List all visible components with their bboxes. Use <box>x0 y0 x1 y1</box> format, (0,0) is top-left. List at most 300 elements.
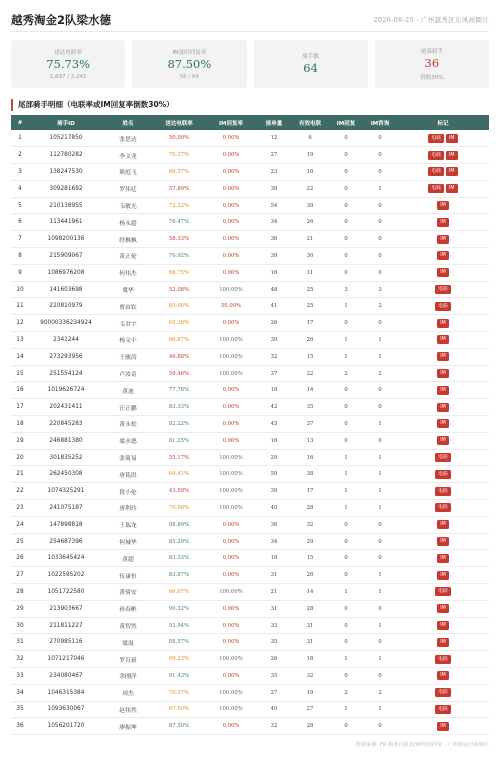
cell-rider-id: 262450308 <box>49 471 83 478</box>
cell-call-rate: 85.29% <box>168 538 190 545</box>
cell-call-rate: 76.47% <box>168 219 190 226</box>
cell-im-reply: 0 <box>344 202 348 209</box>
cell-call-rate: 88.89% <box>168 521 190 528</box>
cell-valid-calls: 16 <box>306 454 314 461</box>
im-tag-badge: IM <box>437 319 449 328</box>
cell-name: 余刚洋 <box>119 674 137 681</box>
cell-im-rate: 100.00% <box>219 471 243 478</box>
cell-im-rate: 0.00% <box>222 168 240 175</box>
cell-rider-id: 301835252 <box>49 454 83 461</box>
cell-valid-calls: 22 <box>306 370 314 377</box>
cell-im-rate: 0.00% <box>222 437 240 444</box>
cell-orders: 59 <box>270 471 278 478</box>
cell-name: 伍康恒 <box>119 573 137 580</box>
cell-call-rate: 70.37% <box>168 152 190 159</box>
cell-im-consult: 1 <box>378 336 382 343</box>
cell-tags <box>397 584 489 601</box>
cell-im-reply: 0 <box>344 269 348 276</box>
cell-im-reply: 1 <box>344 303 348 310</box>
cell-im-consult: 1 <box>378 656 382 663</box>
cell-rider-id: 234080467 <box>49 672 83 679</box>
call-tag-badge: 电联 <box>435 453 451 462</box>
call-tag-badge: 电联 <box>428 184 444 193</box>
cell-im-reply: 1 <box>344 471 348 478</box>
cell-orders: 36 <box>270 236 278 243</box>
cell-orders: 39 <box>270 336 278 343</box>
cell-index: 27 <box>16 572 24 579</box>
header-col-valid-calls: 有效电联 <box>298 120 321 127</box>
table-row[interactable] <box>11 634 489 651</box>
cell-orders: 21 <box>270 588 278 595</box>
cell-name: 罗育新 <box>119 657 137 664</box>
cell-call-rate: 57.89% <box>168 185 190 192</box>
cell-valid-calls: 27 <box>306 706 314 713</box>
cell-call-rate: 67.50% <box>168 706 190 713</box>
cell-tags <box>397 164 489 181</box>
cell-index: 1 <box>18 135 22 142</box>
cell-tags <box>397 668 489 685</box>
table-row[interactable] <box>11 567 489 584</box>
table-row[interactable] <box>11 701 489 718</box>
cell-im-consult: 1 <box>378 454 382 461</box>
cell-im-consult: 2 <box>378 370 382 377</box>
cell-im-consult: 1 <box>378 622 382 629</box>
cell-tags <box>397 483 489 500</box>
cell-rider-id: 1022595202 <box>47 572 85 579</box>
cell-valid-calls: 13 <box>306 437 314 444</box>
cell-tags <box>397 416 489 433</box>
table-row[interactable] <box>11 584 489 601</box>
cell-tags <box>397 718 489 735</box>
cell-im-consult: 1 <box>378 471 382 478</box>
cell-rider-id: 211811227 <box>49 622 83 629</box>
cell-call-rate: 72.22% <box>168 202 190 209</box>
cell-im-consult: 0 <box>378 723 382 730</box>
cell-im-reply: 2 <box>344 370 348 377</box>
team-title: 越秀淘金2队梁水德 <box>11 12 112 27</box>
im-tag-badge: IM <box>437 722 449 731</box>
header-col-im-consult: IM咨询 <box>370 120 390 127</box>
cell-im-consult: 0 <box>378 521 382 528</box>
cell-orders: 35 <box>270 672 278 679</box>
cell-name: 唐铭洪 <box>119 472 137 479</box>
cell-index: 8 <box>18 252 22 259</box>
cell-index: 11 <box>16 303 24 310</box>
cell-call-rate: 69.23% <box>168 656 190 663</box>
cell-valid-calls: 25 <box>306 286 314 293</box>
call-tag-badge: 电联 <box>435 587 451 596</box>
cell-index: 3 <box>18 168 22 175</box>
cell-rider-id: 1051722580 <box>47 588 85 595</box>
header-col-rider-id: 骑手ID <box>57 120 75 127</box>
cell-tags <box>397 231 489 248</box>
cell-tags <box>397 600 489 617</box>
cell-name: 熊庭飞 <box>119 170 137 177</box>
cell-tags <box>397 500 489 517</box>
im-tag-badge: IM <box>437 386 449 395</box>
cell-im-consult: 0 <box>378 269 382 276</box>
cell-valid-calls: 39 <box>306 202 314 209</box>
cell-rider-id: 141603698 <box>49 286 83 293</box>
cell-orders: 16 <box>270 437 278 444</box>
table-row[interactable] <box>11 248 489 265</box>
cell-valid-calls: 26 <box>306 572 314 579</box>
cell-orders: 27 <box>270 689 278 696</box>
summary-cards <box>11 40 489 88</box>
cell-im-reply: 0 <box>344 572 348 579</box>
im-tag-badge: IM <box>437 554 449 563</box>
cell-im-rate: 100.00% <box>219 454 243 461</box>
cell-call-rate: 83.33% <box>168 404 190 411</box>
cell-index: 18 <box>16 420 24 427</box>
cell-im-rate: 0.00% <box>222 219 240 226</box>
table-row[interactable] <box>11 533 489 550</box>
cell-index: 16 <box>16 387 24 394</box>
cell-valid-calls: 28 <box>306 605 314 612</box>
table-row[interactable] <box>11 365 489 382</box>
cell-im-reply: 0 <box>344 555 348 562</box>
header-col-im-rate: IM回复率 <box>218 120 244 127</box>
cell-im-consult: 0 <box>378 404 382 411</box>
cell-im-reply: 1 <box>344 656 348 663</box>
cell-index: 30 <box>16 622 24 629</box>
cell-name: 韦敏光 <box>119 204 137 211</box>
table-row[interactable] <box>11 550 489 567</box>
cell-im-consult: 0 <box>378 555 382 562</box>
cell-im-consult: 3 <box>378 286 382 293</box>
cell-index: 17 <box>16 404 24 411</box>
im-tag-badge: IM <box>437 218 449 227</box>
cell-index: 33 <box>16 672 24 679</box>
cell-valid-calls: 30 <box>306 252 314 259</box>
cell-rider-id: 1071217046 <box>47 656 85 663</box>
cell-call-rate: 91.43% <box>168 672 190 679</box>
cell-im-rate: 0.00% <box>222 723 240 730</box>
call-tag-badge: 电联 <box>428 151 444 160</box>
header-col-orders: 接单量 <box>265 120 283 127</box>
table-row[interactable] <box>11 214 489 231</box>
cell-valid-calls: 16 <box>306 168 314 175</box>
header-col-call-rate: 送达电联率 <box>165 120 193 127</box>
cell-valid-calls: 22 <box>306 185 314 192</box>
table-row[interactable] <box>11 466 489 483</box>
cell-im-reply: 0 <box>344 135 348 142</box>
cell-im-rate: 100.00% <box>219 689 243 696</box>
cell-im-consult: 0 <box>378 605 382 612</box>
cell-call-rate: 50.00% <box>168 135 190 142</box>
table-row[interactable] <box>11 264 489 281</box>
table-row[interactable] <box>11 600 489 617</box>
cell-call-rate: 90.32% <box>168 605 190 612</box>
call-tag-badge: 电联 <box>428 167 444 176</box>
im-tag-badge: IM <box>437 621 449 630</box>
cell-call-rate: 82.22% <box>168 420 190 427</box>
cell-index: 13 <box>16 336 24 343</box>
cell-tags <box>397 315 489 332</box>
cell-rider-id: 1046315384 <box>47 689 85 696</box>
cell-im-consult: 1 <box>378 706 382 713</box>
table-row[interactable] <box>11 684 489 701</box>
cell-name: 王瑞龙 <box>119 523 137 530</box>
cell-im-reply: 0 <box>344 219 348 226</box>
cell-index: 21 <box>16 471 24 478</box>
cell-tags <box>397 332 489 349</box>
table-row[interactable] <box>11 130 489 147</box>
cell-orders: 38 <box>270 185 278 192</box>
table-row[interactable] <box>11 382 489 399</box>
call-tag-badge: 电联 <box>435 285 451 294</box>
table-body <box>11 130 489 735</box>
call-rate-card <box>11 40 125 88</box>
data-source-footer: 数据来源: FR 服务日报表/IM及时回复 · 广州骑运行商城区 <box>355 742 489 748</box>
cell-im-reply: 0 <box>344 236 348 243</box>
im-tag-badge: IM <box>446 184 458 193</box>
cell-name: 冀华 <box>122 288 134 295</box>
table-row[interactable] <box>11 147 489 164</box>
cell-rider-id: 1033645424 <box>47 555 85 562</box>
cell-name: 黄超 <box>122 556 134 563</box>
cell-valid-calls: 19 <box>306 689 314 696</box>
cell-tags <box>397 567 489 584</box>
header-col-index: # <box>17 119 23 126</box>
cell-call-rate: 65.38% <box>168 320 190 327</box>
cell-im-reply: 0 <box>344 404 348 411</box>
im-tag-badge: IM <box>437 235 449 244</box>
cell-im-consult: 1 <box>378 420 382 427</box>
cell-tags <box>397 264 489 281</box>
cell-index: 2 <box>18 152 22 159</box>
cell-im-rate: 0.00% <box>222 252 240 259</box>
cell-im-reply: 0 <box>344 252 348 259</box>
cell-im-reply: 0 <box>344 387 348 394</box>
table-row[interactable] <box>11 483 489 500</box>
table-header-row <box>11 115 489 130</box>
cell-tags <box>397 365 489 382</box>
cell-im-rate: 0.00% <box>222 622 240 629</box>
card-sub: 倒数30% <box>420 74 444 81</box>
cell-call-rate: 83.87% <box>168 572 190 579</box>
table-row[interactable] <box>11 281 489 298</box>
cell-index: 14 <box>16 353 24 360</box>
cell-im-consult: 0 <box>378 320 382 327</box>
cell-im-consult: 2 <box>378 303 382 310</box>
cell-im-reply: 0 <box>344 152 348 159</box>
header-col-im-reply: IM回复 <box>336 120 356 127</box>
table-row[interactable] <box>11 164 489 181</box>
table-row[interactable] <box>11 348 489 365</box>
cell-orders: 26 <box>270 656 278 663</box>
table-row[interactable] <box>11 668 489 685</box>
table-row[interactable] <box>11 332 489 349</box>
cell-im-rate: 0.00% <box>222 320 240 327</box>
cell-im-reply: 1 <box>344 488 348 495</box>
cell-im-reply: 0 <box>344 168 348 175</box>
cell-orders: 33 <box>270 622 278 629</box>
cell-valid-calls: 6 <box>308 135 312 142</box>
im-tag-badge: IM <box>437 520 449 529</box>
cell-orders: 54 <box>270 202 278 209</box>
cell-call-rate: 64.41% <box>168 471 190 478</box>
cell-valid-calls: 32 <box>306 521 314 528</box>
cell-tags <box>397 147 489 164</box>
im-tag-badge: IM <box>437 352 449 361</box>
cell-call-rate: 81.25% <box>168 437 190 444</box>
tail-rider-card <box>375 40 489 88</box>
cell-name: 杨文丰 <box>119 338 137 345</box>
cell-name: 李文龙 <box>119 153 137 160</box>
cell-name: 梁湿 <box>122 640 134 647</box>
cell-im-rate: 0.00% <box>222 135 240 142</box>
cell-valid-calls: 28 <box>306 504 314 511</box>
im-tag-badge: IM <box>437 403 449 412</box>
cell-name: 廖振坤 <box>119 724 137 731</box>
table-row[interactable] <box>11 516 489 533</box>
cell-tags <box>397 684 489 701</box>
cell-im-consult: 0 <box>378 236 382 243</box>
cell-orders: 34 <box>270 219 278 226</box>
cell-tags <box>397 449 489 466</box>
table-row[interactable] <box>11 298 489 315</box>
card-label: 送达电联率 <box>54 50 82 57</box>
cell-rider-id: 213903667 <box>49 605 83 612</box>
cell-index: 35 <box>16 706 24 713</box>
cell-index: 7 <box>18 236 22 243</box>
cell-im-rate: 100.00% <box>219 488 243 495</box>
cell-index: 12 <box>16 320 24 327</box>
cell-rider-id: 1074325291 <box>47 488 85 495</box>
cell-im-reply: 0 <box>344 538 348 545</box>
cell-im-rate: 0.00% <box>222 269 240 276</box>
table-row[interactable] <box>11 399 489 416</box>
cell-im-consult: 1 <box>378 504 382 511</box>
table-row[interactable] <box>11 651 489 668</box>
cell-orders: 37 <box>270 370 278 377</box>
cell-valid-calls: 14 <box>306 387 314 394</box>
cell-rider-id: 1056201720 <box>47 723 85 730</box>
cell-index: 28 <box>16 588 24 595</box>
cell-tags <box>397 516 489 533</box>
cell-rider-id: 246881380 <box>49 437 83 444</box>
cell-rider-id: 241075187 <box>49 504 83 511</box>
cell-rider-id: 254687396 <box>49 538 83 545</box>
cell-rider-id: 202431411 <box>49 404 83 411</box>
cell-tags <box>397 214 489 231</box>
table-row[interactable] <box>11 500 489 517</box>
im-tag-badge: IM <box>437 335 449 344</box>
cell-valid-calls: 18 <box>306 656 314 663</box>
cell-valid-calls: 21 <box>306 236 314 243</box>
cell-call-rate: 46.88% <box>168 353 190 360</box>
cell-index: 34 <box>16 689 24 696</box>
cell-orders: 34 <box>270 538 278 545</box>
cell-name: 赵伟然 <box>119 707 137 714</box>
table-row[interactable] <box>11 617 489 634</box>
cell-index: 32 <box>16 656 24 663</box>
cell-rider-id: 90000336234924 <box>40 320 92 327</box>
table-row[interactable] <box>11 432 489 449</box>
cell-valid-calls: 17 <box>306 320 314 327</box>
cell-call-rate: 77.78% <box>168 387 190 394</box>
im-rate-card <box>132 40 246 88</box>
cell-name: 唐利玲 <box>119 506 137 513</box>
table-row[interactable] <box>11 315 489 332</box>
cell-im-consult: 0 <box>378 135 382 142</box>
table-row[interactable] <box>11 180 489 197</box>
table-row[interactable] <box>11 231 489 248</box>
card-value: 36 <box>424 56 440 71</box>
cell-index: 9 <box>18 269 22 276</box>
cell-orders: 45 <box>270 420 278 427</box>
cell-im-reply: 0 <box>344 185 348 192</box>
cell-name: 段小伦 <box>119 489 137 496</box>
rider-count-card <box>254 40 368 88</box>
cell-index: 5 <box>18 202 22 209</box>
cell-im-rate: 0.00% <box>222 404 240 411</box>
cell-name: 汪正鹏 <box>119 405 137 412</box>
cell-index: 25 <box>16 538 24 545</box>
table-row[interactable] <box>11 718 489 735</box>
cell-im-consult: 1 <box>378 185 382 192</box>
im-tag-badge: IM <box>437 268 449 277</box>
cell-name: 罗伟廷 <box>119 187 137 194</box>
cell-name: 经枫枫 <box>119 237 137 244</box>
cell-im-rate: 100.00% <box>219 286 243 293</box>
cell-rider-id: 147898818 <box>49 521 83 528</box>
call-tag-badge: 电联 <box>435 655 451 664</box>
cell-orders: 40 <box>270 504 278 511</box>
cell-orders: 32 <box>270 723 278 730</box>
cell-index: 20 <box>16 454 24 461</box>
table-row[interactable] <box>11 197 489 214</box>
cell-name: 王骏涛 <box>119 355 137 362</box>
cell-im-rate: 0.00% <box>222 185 240 192</box>
cell-im-rate: 0.00% <box>222 420 240 427</box>
im-tag-badge: IM <box>437 436 449 445</box>
cell-im-reply: 0 <box>344 622 348 629</box>
cell-orders: 12 <box>270 135 278 142</box>
cell-orders: 40 <box>270 706 278 713</box>
cell-index: 6 <box>18 219 22 226</box>
cell-valid-calls: 17 <box>306 488 314 495</box>
cell-im-consult: 0 <box>378 202 382 209</box>
table-row[interactable] <box>11 449 489 466</box>
cell-valid-calls: 38 <box>306 471 314 478</box>
cell-orders: 18 <box>270 387 278 394</box>
cell-rider-id: 309281692 <box>49 185 83 192</box>
cell-tags <box>397 348 489 365</box>
cell-name: 黄智然 <box>119 624 137 630</box>
cell-tags <box>397 298 489 315</box>
table-row[interactable] <box>11 416 489 433</box>
cell-im-rate: 0.00% <box>222 152 240 159</box>
call-tag-badge: 电联 <box>435 503 451 512</box>
cell-im-consult: 0 <box>378 387 382 394</box>
cell-im-reply: 0 <box>344 605 348 612</box>
cell-name: 杨永超 <box>119 220 137 227</box>
cell-im-rate: 50.00% <box>220 303 242 310</box>
card-label: 骑手数 <box>302 54 319 61</box>
cell-orders: 36 <box>270 521 278 528</box>
cell-name: 黄迪 <box>122 388 134 395</box>
cell-im-reply: 1 <box>344 706 348 713</box>
cell-valid-calls: 14 <box>306 588 314 595</box>
cell-rider-id: 2341244 <box>53 336 79 343</box>
cell-im-rate: 100.00% <box>219 706 243 713</box>
cell-im-reply: 1 <box>344 353 348 360</box>
cell-orders: 41 <box>270 303 278 310</box>
cell-rider-id: 113441961 <box>49 219 83 226</box>
cell-im-consult: 0 <box>378 219 382 226</box>
